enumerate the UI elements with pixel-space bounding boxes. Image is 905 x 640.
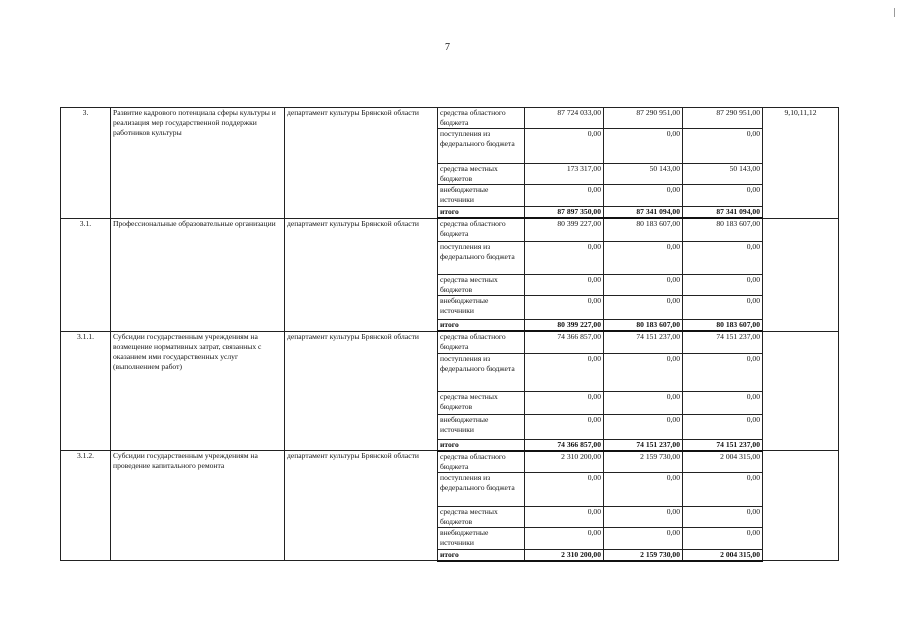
amount-year-3: 87 341 094,00 (683, 207, 763, 219)
amount-year-1: 87 724 033,00 (525, 108, 604, 129)
amount-year-3: 80 183 607,00 (683, 319, 763, 331)
funding-source: внебюджетные источники (438, 295, 525, 319)
amount-year-3: 0,00 (683, 353, 763, 391)
funding-source: средства областного бюджета (438, 451, 525, 473)
section-name: Профессиональные образовательные организации (111, 218, 285, 331)
amount-year-2: 87 341 094,00 (604, 207, 683, 219)
amount-year-2: 0,00 (604, 185, 683, 207)
amount-year-1: 0,00 (525, 129, 604, 164)
amount-year-3: 0,00 (683, 414, 763, 439)
amount-year-2: 0,00 (604, 353, 683, 391)
section-executor: департамент культуры Брянской области (285, 218, 438, 331)
amount-year-2: 2 159 730,00 (604, 549, 683, 561)
amount-year-2: 0,00 (604, 129, 683, 164)
amount-year-3: 2 004 315,00 (683, 451, 763, 473)
funding-source: средства местных бюджетов (438, 274, 525, 295)
funding-source: средства местных бюджетов (438, 391, 525, 414)
amount-year-2: 0,00 (604, 506, 683, 527)
section-number: 3.1. (61, 218, 111, 331)
section-name: Субсидии государственным учреждениям на проведение капитального ремонта (111, 451, 285, 561)
amount-year-3: 0,00 (683, 129, 763, 164)
section-number: 3.1.2. (61, 451, 111, 561)
amount-year-1: 80 399 227,00 (525, 319, 604, 331)
amount-year-2: 0,00 (604, 391, 683, 414)
amount-year-2: 0,00 (604, 472, 683, 506)
amount-year-1: 0,00 (525, 506, 604, 527)
section-number: 3.1.1. (61, 331, 111, 451)
amount-year-1: 0,00 (525, 414, 604, 439)
amount-year-2: 74 151 237,00 (604, 331, 683, 353)
amount-year-1: 74 366 857,00 (525, 439, 604, 451)
amount-year-3: 0,00 (683, 185, 763, 207)
amount-year-3: 50 143,00 (683, 164, 763, 185)
source-total-label: итого (438, 439, 525, 451)
amount-year-3: 74 151 237,00 (683, 439, 763, 451)
amount-year-1: 2 310 200,00 (525, 451, 604, 473)
funding-source: средства областного бюджета (438, 108, 525, 129)
section-indicators (763, 451, 839, 561)
funding-source: внебюджетные источники (438, 185, 525, 207)
source-total-label: итого (438, 549, 525, 561)
amount-year-1: 0,00 (525, 472, 604, 506)
funding-source: внебюджетные источники (438, 527, 525, 549)
funding-source: внебюджетные источники (438, 414, 525, 439)
amount-year-1: 74 366 857,00 (525, 331, 604, 353)
funding-source: поступления из федерального бюджета (438, 472, 525, 506)
amount-year-3: 87 290 951,00 (683, 108, 763, 129)
amount-year-1: 0,00 (525, 295, 604, 319)
amount-year-1: 0,00 (525, 185, 604, 207)
section-executor: департамент культуры Брянской области (285, 108, 438, 219)
amount-year-2: 0,00 (604, 295, 683, 319)
amount-year-2: 50 143,00 (604, 164, 683, 185)
table-row (61, 451, 839, 473)
scan-edge-mark (894, 8, 895, 17)
section-indicators (763, 218, 839, 331)
section-executor: департамент культуры Брянской области (285, 331, 438, 451)
table-row (61, 108, 839, 129)
amount-year-2: 2 159 730,00 (604, 451, 683, 473)
section-indicators: 9,10,11,12 (763, 108, 839, 219)
amount-year-2: 0,00 (604, 527, 683, 549)
amount-year-1: 2 310 200,00 (525, 549, 604, 561)
amount-year-3: 2 004 315,00 (683, 549, 763, 561)
budget-table (60, 107, 839, 562)
amount-year-2: 0,00 (604, 414, 683, 439)
amount-year-3: 0,00 (683, 274, 763, 295)
amount-year-3: 0,00 (683, 527, 763, 549)
amount-year-3: 80 183 607,00 (683, 218, 763, 241)
amount-year-1: 0,00 (525, 274, 604, 295)
amount-year-3: 74 151 237,00 (683, 331, 763, 353)
amount-year-1: 0,00 (525, 353, 604, 391)
page-number: 7 (445, 42, 450, 53)
amount-year-3: 0,00 (683, 241, 763, 274)
source-total-label: итого (438, 207, 525, 219)
section-number: 3. (61, 108, 111, 219)
amount-year-2: 87 290 951,00 (604, 108, 683, 129)
amount-year-1: 0,00 (525, 391, 604, 414)
amount-year-2: 0,00 (604, 274, 683, 295)
amount-year-1: 0,00 (525, 241, 604, 274)
section-executor: департамент культуры Брянской области (285, 451, 438, 561)
funding-source: средства местных бюджетов (438, 164, 525, 185)
source-total-label: итого (438, 319, 525, 331)
funding-source: поступления из федерального бюджета (438, 241, 525, 274)
table-row (61, 218, 839, 241)
amount-year-1: 0,00 (525, 527, 604, 549)
funding-source: поступления из федерального бюджета (438, 129, 525, 164)
section-name: Субсидии государственным учреждениям на возмещение нормативных затрат, связанных с оказанием ими государственных услуг (выполнением работ) (111, 331, 285, 451)
amount-year-1: 80 399 227,00 (525, 218, 604, 241)
section-indicators (763, 331, 839, 451)
amount-year-2: 0,00 (604, 241, 683, 274)
amount-year-3: 0,00 (683, 506, 763, 527)
funding-source: средства областного бюджета (438, 218, 525, 241)
section-name: Развитие кадрового потенциала сферы культуры и реализация мер государственной поддержки работников культуры (111, 108, 285, 219)
funding-source: средства местных бюджетов (438, 506, 525, 527)
amount-year-2: 80 183 607,00 (604, 218, 683, 241)
table-row (61, 331, 839, 353)
amount-year-3: 0,00 (683, 391, 763, 414)
amount-year-2: 74 151 237,00 (604, 439, 683, 451)
amount-year-1: 173 317,00 (525, 164, 604, 185)
amount-year-3: 0,00 (683, 472, 763, 506)
funding-source: средства областного бюджета (438, 331, 525, 353)
amount-year-1: 87 897 350,00 (525, 207, 604, 219)
funding-source: поступления из федерального бюджета (438, 353, 525, 391)
amount-year-3: 0,00 (683, 295, 763, 319)
amount-year-2: 80 183 607,00 (604, 319, 683, 331)
